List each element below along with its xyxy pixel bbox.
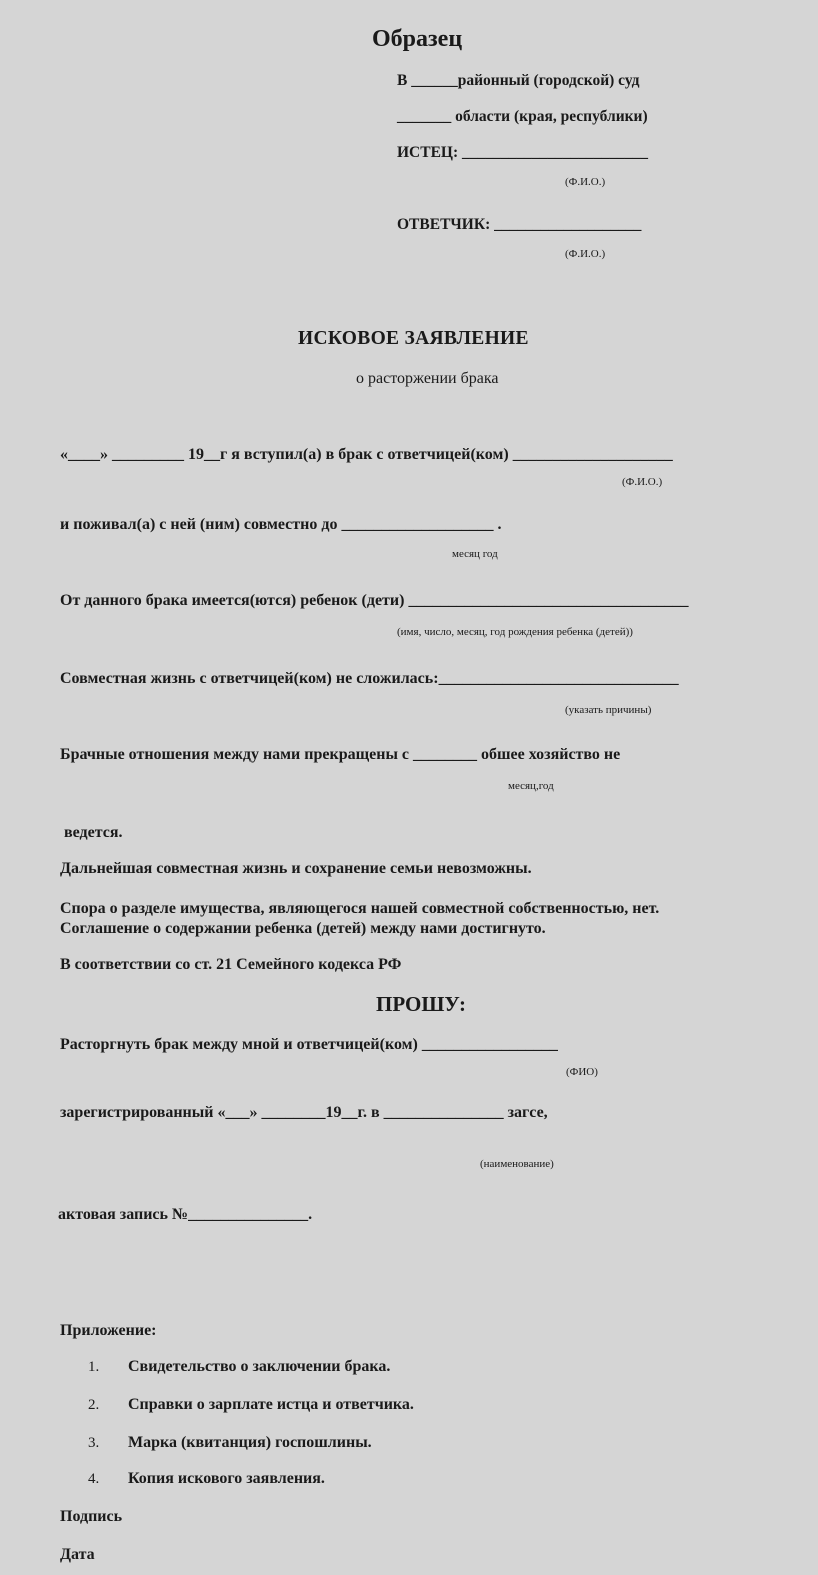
dissolve-caption: (ФИО) xyxy=(566,1066,598,1078)
appendix-item-text: Копия искового заявления. xyxy=(128,1470,325,1487)
signature-label: Подпись xyxy=(60,1508,123,1525)
marriage-line: «____» _________ 19__г я вступил(а) в брак с ответчицей(ком) ____________________ xyxy=(60,446,673,463)
defendant-caption: (Ф.И.О.) xyxy=(565,248,606,260)
region-line: _______ области (края, республики) xyxy=(397,108,648,125)
appendix-item-number: 4. xyxy=(88,1471,100,1487)
request-heading: ПРОШУ: xyxy=(376,992,467,1016)
appendix-heading: Приложение: xyxy=(60,1322,157,1339)
law-line: В соответствии со ст. 21 Семейного кодекса РФ xyxy=(60,956,402,973)
cohabit-caption: месяц год xyxy=(452,548,498,560)
appendix-item-number: 1. xyxy=(88,1359,100,1375)
dissolve-line: Расторгнуть брак между мной и ответчицей(ком) _________________ xyxy=(60,1036,558,1053)
appendix-item-number: 2. xyxy=(88,1397,100,1413)
court-line: В ______районный (городской) суд xyxy=(397,72,640,89)
children-line: От данного брака имеется(ются) ребенок (дети) ___________________________________ xyxy=(60,592,689,609)
appendix-item xyxy=(88,1358,390,1376)
life-caption: (указать причины) xyxy=(565,704,652,716)
registered-caption: (наименование) xyxy=(480,1158,554,1170)
sample-title: Образец xyxy=(372,26,463,52)
document-subtitle: о расторжении брака xyxy=(356,370,499,387)
impossible-line: Дальнейшая совместная жизнь и сохранение семьи невозможны. xyxy=(60,860,532,877)
appendix-item xyxy=(88,1396,414,1414)
life-line: Совместная жизнь с ответчицей(ком) не сложилась:______________________________ xyxy=(60,670,679,687)
property-line-1: Спора о разделе имущества, являющегося нашей совместной собственностью, нет. xyxy=(60,900,660,917)
children-caption: (имя, число, месяц, год рождения ребенка (детей)) xyxy=(397,626,633,638)
relations-end: ведется. xyxy=(64,824,123,841)
cohabit-line: и поживал(а) с ней (ним) совместно до ___________________ . xyxy=(60,516,502,533)
defendant-line: ОТВЕТЧИК: ___________________ xyxy=(397,216,642,233)
registered-line: зарегистрированный «___» ________19__г. в _______________ загсе, xyxy=(60,1104,548,1121)
marriage-caption: (Ф.И.О.) xyxy=(622,476,663,488)
document-title: ИСКОВОЕ ЗАЯВЛЕНИЕ xyxy=(298,328,529,349)
appendix-item-number: 3. xyxy=(88,1435,100,1451)
appendix-item-text: Свидетельство о заключении брака. xyxy=(128,1358,391,1375)
relations-line: Брачные отношения между нами прекращены с ________ обшее хозяйство не xyxy=(60,746,621,763)
appendix-item xyxy=(88,1434,372,1452)
relations-caption: месяц,год xyxy=(508,780,554,792)
appendix-item xyxy=(88,1470,325,1488)
plaintiff-line: ИСТЕЦ: ________________________ xyxy=(397,144,649,161)
act-line: актовая запись №_______________. xyxy=(58,1206,313,1223)
plaintiff-caption: (Ф.И.О.) xyxy=(565,176,606,188)
appendix-item-text: Марка (квитанция) госпошлины. xyxy=(128,1434,372,1451)
date-label: Дата xyxy=(60,1546,95,1563)
appendix-item-text: Справки о зарплате истца и ответчика. xyxy=(128,1396,414,1413)
property-line-2: Соглашение о содержании ребенка (детей) между нами достигнуто. xyxy=(60,920,546,937)
